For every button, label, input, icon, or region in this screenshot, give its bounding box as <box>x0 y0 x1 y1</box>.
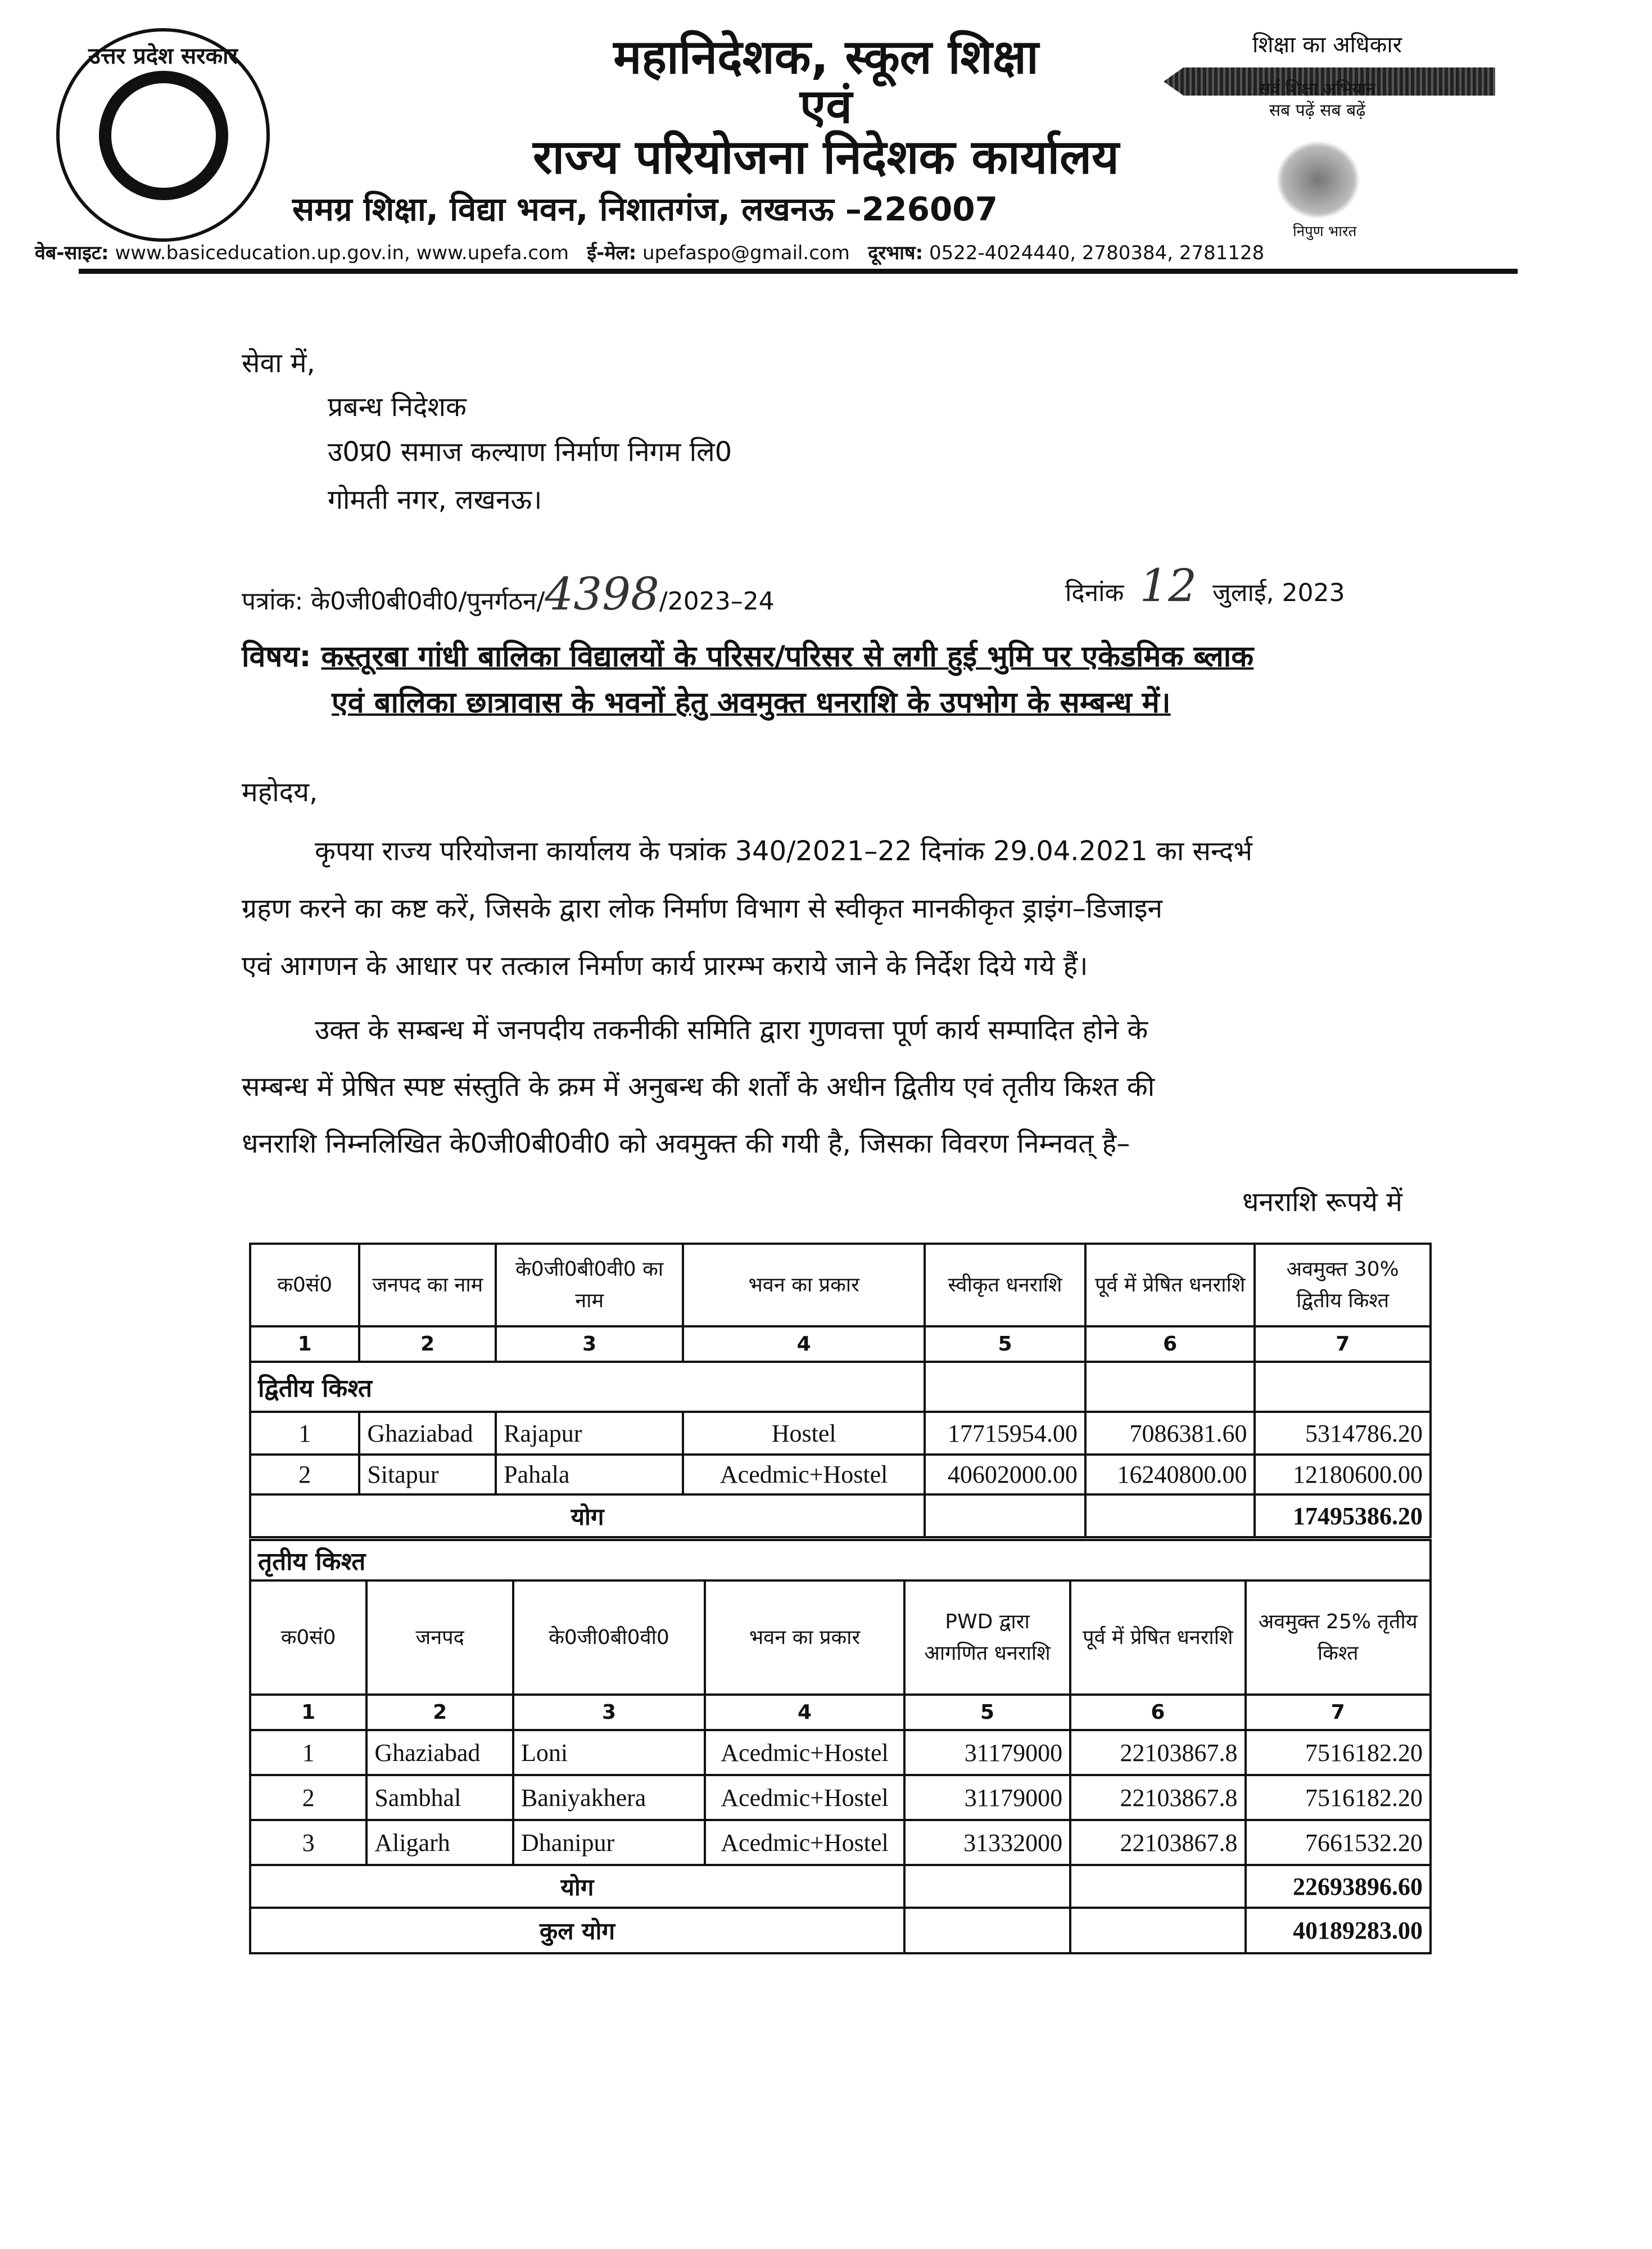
email-link[interactable]: upefaspo@gmail.com <box>642 242 850 264</box>
section-row: तृतीय किश्त <box>250 1540 1431 1580</box>
paragraph2-line: उक्त के सम्बन्ध में जनपदीय तकनीकी समिति द्वारा गुणवत्ता पूर्ण कार्य सम्पादित होने के <box>315 1014 1148 1046</box>
office-title-line1: महानिदेशक, स्कूल शिक्षा <box>613 29 1039 84</box>
recipient-line1: प्रबन्ध निदेशक <box>328 391 467 423</box>
section-row: द्वितीय किश्त <box>250 1362 1431 1412</box>
total-row: योग 22693896.60 <box>250 1865 1431 1908</box>
paragraph1-line: एवं आगणन के आधार पर तत्काल निर्माण कार्य प्रारम्भ कराये जाने के निर्देश दिये गये हैं। <box>242 950 1088 982</box>
table-row: 3 Aligarh Dhanipur Acedmic+Hostel 31332000 22103867.8 7661532.20 <box>250 1820 1431 1865</box>
phone-numbers: 0522-4024440, 2780384, 2781128 <box>929 242 1265 264</box>
recipient-line2: उ0प्र0 समाज कल्याण निर्माण निगम लि0 <box>328 436 732 468</box>
subject-line2: एवं बालिका छात्रावास के भवनों हेतु अवमुक्त धनराशि के उपभोग के सम्बन्ध में। <box>332 686 1171 720</box>
paragraph2-line: सम्बन्ध में प्रेषित स्पष्ट संस्तुति के क्रम में अनुबन्ध की शर्तों के अधीन द्वितीय एवं तृतीय किश्त की <box>242 1071 1155 1103</box>
office-title-line2: एवं <box>799 79 853 134</box>
paragraph1-line: कृपया राज्य परियोजना कार्यालय के पत्रांक 340/2021–22 दिनांक 29.04.2021 का सन्दर्भ <box>315 836 1253 867</box>
emblem-text: उत्तर प्रदेश सरकार <box>88 43 238 69</box>
handwritten-day: 12 <box>1139 559 1197 612</box>
table-header-row: क0सं0 जनपद के0जी0बी0वी0 भवन का प्रकार PWD द्वारा आगणित धनराशि पूर्व में प्रेषित धनराशि अवमुक्त 25% तृतीय किश्त <box>250 1580 1431 1695</box>
letter-reference: पत्रांक: के0जी0बी0वी0/पुनर्गठन/4398/2023–24 <box>242 568 775 620</box>
ssa-logo-text: सर्व शिक्षा अभियान सब पढ़ें सब बढ़ें <box>1259 79 1376 120</box>
grand-total-row: कुल योग 40189283.00 <box>250 1908 1431 1953</box>
table-header-row: क0सं0 जनपद का नाम के0जी0बी0वी0 का नाम भवन का प्रकार स्वीकृत धनराशि पूर्व में प्रेषित धनराशि अवमुक्त 30% द्वितीय किश्त <box>250 1244 1431 1326</box>
recipient-line3: गोमती नगर, लखनऊ। <box>328 484 542 516</box>
letter-date: दिनांक 12 जुलाई, 2023 <box>1065 559 1345 612</box>
table-row: 1 Ghaziabad Loni Acedmic+Hostel 31179000 22103867.8 7516182.20 <box>250 1730 1431 1775</box>
third-installment-table <box>249 1539 1432 1954</box>
office-title-line3: राज्य परियोजना निदेशक कार्यालय <box>533 129 1119 184</box>
handwritten-letter-number: 4398 <box>545 568 659 620</box>
column-number-row: 1 2 3 4 5 6 7 <box>250 1695 1431 1730</box>
second-installment-table <box>249 1243 1432 1538</box>
salutation-to: सेवा में, <box>242 347 315 379</box>
table-row: 1 Ghaziabad Rajapur Hostel 17715954.00 7086381.60 5314786.20 <box>250 1412 1431 1455</box>
header-divider <box>79 269 1518 274</box>
paragraph2-line: धनराशि निम्नलिखित के0जी0बी0वी0 को अवमुक्त की गयी है, जिसका विवरण निम्नवत् है– <box>242 1128 1130 1159</box>
column-number-row: 1 2 3 4 5 6 7 <box>250 1326 1431 1362</box>
paragraph1-line: ग्रहण करने का कष्ट करें, जिसके द्वारा लोक निर्माण विभाग से स्वीकृत मानकीकृत ड्राइंग–डिजाइन <box>242 893 1163 924</box>
greeting: महोदय, <box>242 776 318 808</box>
table-row: 2 Sitapur Pahala Acedmic+Hostel 40602000.00 16240800.00 12180600.00 <box>250 1455 1431 1494</box>
rte-text: शिक्षा का अधिकार <box>1248 28 1406 59</box>
website-link[interactable]: www.basiceducation.up.gov.in, www.upefa.com <box>115 242 569 264</box>
subject-line1: विषय: कस्तूरबा गांधी बालिका विद्यालयों के परिसर/परिसर से लगी हुई भुमि पर एकेडमिक ब्लाक <box>242 640 1254 674</box>
total-row: योग 17495386.20 <box>250 1494 1431 1537</box>
table-row: 2 Sambhal Baniyakhera Acedmic+Hostel 31179000 22103867.8 7516182.20 <box>250 1775 1431 1820</box>
nipun-bharat-logo <box>1276 141 1360 219</box>
contact-line: वेब-साइट: www.basiceducation.up.gov.in, www.upefa.com ई-मेल: upefaspo@gmail.com दूरभाष: 0522-4024440, 2780384, 2781128 <box>35 242 1265 264</box>
amount-unit-note: धनराशि रूपये में <box>1242 1186 1402 1218</box>
nipun-bharat-text: निपुण भारत <box>1293 223 1357 240</box>
office-address: समग्र शिक्षा, विद्या भवन, निशातगंज, लखनऊ –226007 <box>292 190 998 228</box>
